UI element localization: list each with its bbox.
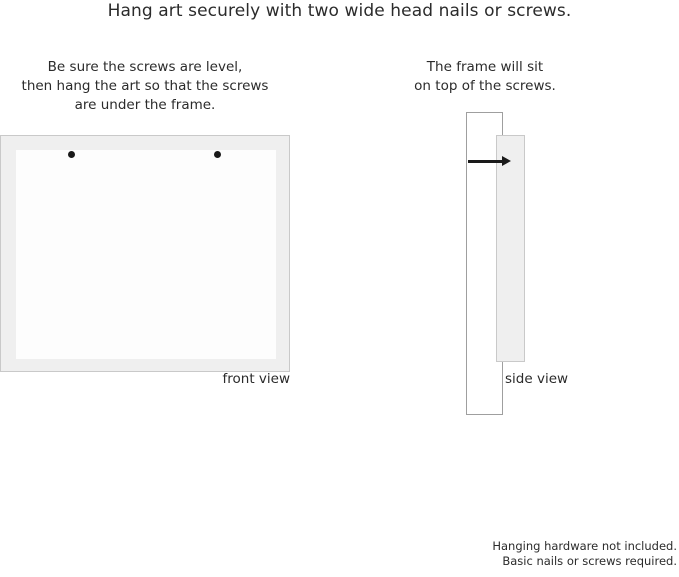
- side-view-frame: [496, 135, 525, 362]
- side-view-label: side view: [505, 371, 569, 387]
- footer-note: [257, 539, 677, 569]
- front-view-caption-line-3: are under the frame.: [74, 97, 216, 113]
- front-view-caption-line-1: Be sure the screws are level,: [47, 59, 243, 75]
- screw-left-icon: [68, 151, 75, 158]
- front-view-frame: [0, 135, 290, 372]
- side-view-caption-line-1: The frame will sit: [426, 59, 544, 75]
- screw-right-icon: [214, 151, 221, 158]
- nail-head-icon: [502, 156, 511, 166]
- footer-note-line-1: Hanging hardware not included.: [492, 539, 677, 553]
- front-view-label: front view: [222, 371, 290, 387]
- front-view-caption-line-2: then hang the art so that the screws: [21, 78, 269, 94]
- nail-shaft-icon: [468, 160, 506, 163]
- front-view-caption: [0, 58, 290, 115]
- side-view-caption-line-2: on top of the screws.: [414, 78, 556, 94]
- side-view-caption: [390, 58, 580, 96]
- headline-text: Hang art securely with two wide head nails or screws.: [107, 1, 572, 21]
- footer-note-line-2: Basic nails or screws required.: [502, 554, 677, 568]
- front-view-artwork-mat: [16, 150, 276, 359]
